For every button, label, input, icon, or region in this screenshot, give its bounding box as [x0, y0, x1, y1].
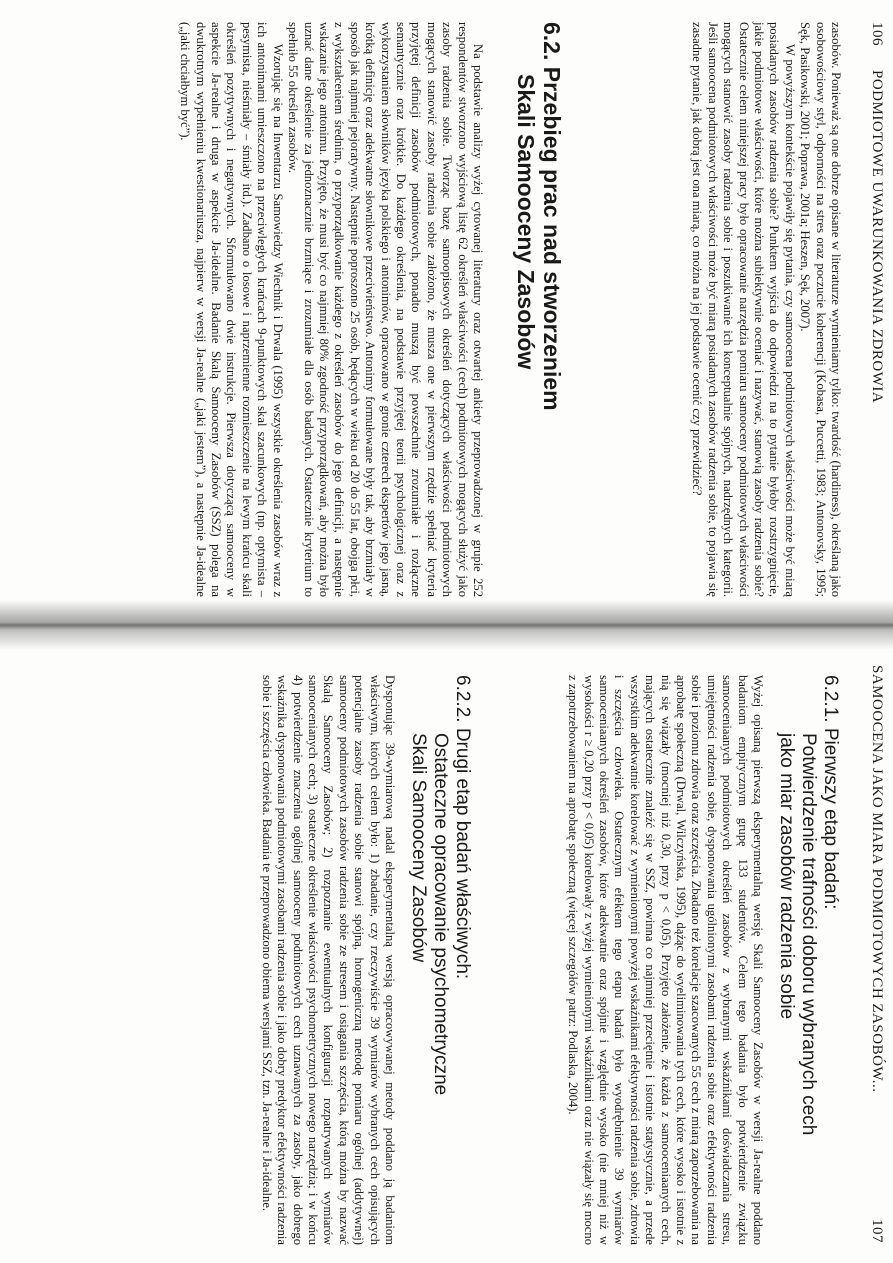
- subsection-title-line3: jako miar zasobów radzenia sobie: [776, 733, 797, 1020]
- section-number: 6.2.: [539, 22, 565, 61]
- subsection-2-body: [258, 675, 397, 1245]
- subsection-number: 6.2.1.: [820, 675, 841, 723]
- paragraph: Na podstawie analizy wyżej cytowanej literatury oraz otwartej ankiety przeprowadzonej w grupie 252 respondentów stworzono wyjściową listę 62 określeń właściwości (cech) podmiotowych mogących służyć jako zasoby radzenia sobie. Tworząc bazę samoopisowych określeń dotyczących właściwości podmiotowych mogących stanowić zasoby radzenia sobie założono, że musza one w pierwszym rzędzie spełniać kryteria przyjętej definicji zasobów podmiotowych, ponadto muszą być powszechnie zrozumiałe i rozłączne semantycznie oraz krótkie. Do każdego określenia, na podstawie przyjętej teorii psychologicznej oraz z wykorzystaniem słowników języka polskiego i antonimów, opracowano w gronie czterech ekspertów jego jasną, krótką definicję oraz adekwatne słownikowe przeciwieństwo. Antonimy formułowane były tak, aby brzmiały w sposób jak najmniej pejoratywny. Następnie poproszono 25 osób, będących w wieku od 20 do 55 lat, obojga płci, z wykształceniem średnim, o przyporządkowanie każdego z określeń zasobów do jego definicji, a następnie wskazanie jego antonimu. Przyjęto, że musi być co najmniej 80% zgodność przyporządkowań, aby można było uznać dane określenie za jednoznacznie brzmiące i zrozumiałe dla osób badanych. Ostatecznie kryterium to spełniło 55 określeń zasobów.: [286, 22, 485, 597]
- paragraph: zasobów. Ponieważ są one dobrze opisane w literaturze wymieniamy tylko: twardość (hardiness), określaną jako osobowościowy styl, odporności na stres oraz poczucie koherencji (Kobasa, Puccetti, 1983; Antonovsky, 1995; Sęk, Pasikowski, 2001; Poprawa, 2001a; Heszen, Sęk, 2007).: [798, 22, 843, 597]
- subsection-title-line1: Drugi etap badań właściwych:: [452, 727, 473, 980]
- left-page-section-body: [177, 22, 485, 597]
- subsection-1-body: [565, 675, 765, 1245]
- paragraph: W powyższym kontekście pojawiły się pytania, czy samoocena podmiotowych właściwości może być miarą posiadanych zasobów radzenia sobie? Punktem wyjścia do odpowiedzi na to pytanie byłoby rozstrzygnięcie, jakie podmiotowe właściwości, które można subiektywnie oceniać i nazywać, stanowią zasoby radzenia sobie? Ostatecznie celem niniejszej pracy było opracowanie narzędzia pomiaru samooceny podmiotowych właściwości mogących stanowić zasoby radzenia sobie i poszukiwanie ich konceptualnie spójnych, nadrzędnych kategorii. Jeśli samoocena podmiotowych właściwości może być miarą posiadanych zasobów radzenia sobie, to pojawia się zasadne pytanie, jak dobrą jest ona miarą, co można na jej podstawie ocenić czy przewidzieć?: [690, 22, 797, 597]
- section-title-line1: Przebieg prac nad stworzeniem: [539, 66, 565, 411]
- section-title-line2: Skali Samooceny Zasobów: [513, 74, 539, 370]
- subsection-title-line1: Pierwszy etap badań:: [820, 727, 841, 910]
- running-head: PODMIOTOWE UWARUNKOWANIA ZDROWIA: [869, 70, 885, 404]
- page-number: 107: [869, 1219, 885, 1243]
- paragraph: Wyżej opisaną pierwszą eksperymentalną wersję Skali Samooceny Zasobów w wersji Ja-realne poddano badaniom empirycznym grupę 133 studentów. Celem tego badania było potwierdzenie związku samooceniaanych podmiotowych określeń zasobów z wybranymi wskaźnikami doświadczania stresu, umiejętności radzenia sobie, dysponowania ugólnionymi zasobami radzenia sobie oraz efektywności radzenia sobie i poziomu zdrowia oraz szczęścia. Zbadano też korelacje szacowanych 55 cech z miarą zaporzebowania na aprobatę społeczną (Drwal, Wilczyńska, 1995), dążąc do wyeliminowania tych cech, które wysoko i istotnie z nią się wiązały (mocniej niż 0,30, przy p < 0,05). Przyjęto założenie, że każda z samooceniaanych cech, mających ostatecznie znaleźć się w SSZ, powinna co najmniej przeciętnie i istotnie statystycznie, a przede wszystkim adekwatnie korelować z wymienionymi powyżej wskaźnikami efektywności radzenia sobie, zdrowia i szczęścia człowieka. Ostatecznym efektem tego etapu badań było wyodrębnienie 39 wymiarów samooceniaanych określeń zasobów, które adekwatnie oraz spójnie i względnie wysoko (nie mniej niż w wysokości r ≥ 0,20 przy p < 0,05) korelowały z wyżej wymienionymi wskaźnikami oraz nie wiązały się mocno z zapotrzebowaniem na aprobatę społeczną (więcej szczegółów patrz: Podlaska, 2004).: [566, 675, 765, 1245]
- paragraph: Dysponując 39-wymiarową nadal eksperymentalną wersją opracowywanej metody poddano ją badaniom właściwym, których celem było: 1) zbadanie, czy rzeczywiście 39 wymiarów wybranych cech opisujących potencjalne zasoby radzenia sobie stanowi spójną, homogeniczną metodę pomiaru ogólnej (addytywnej) samooceny podmiotowych zasobów radzenia sobie ze stresem i osiągania szczęścia, którą można by nazwać Skalą Samooceny Zasobów; 2) rozpoznanie ewentualnych konfiguracji rozpatrywanych wymiarów samoocenianych cech; 3) ostateczne określenie właściwości psychometrycznych nowego narzędzia; i w końcu 4) potwierdzenie znaczenia ogólnej samooceny podmiotowych cech uznawanych za zasoby, jako dobrego wskaźnika dysponowania podmiotowymi zasobami radzenia sobie i jako dobry predyktor efektywności radzenia sobie i szczęścia człowieka. Badania te przeprowadzono obiema wersjami SSZ, tzn. Ja-realne i Ja-idealne.: [259, 675, 397, 1245]
- running-head: SAMOOCENA JAKO MIARA PODMIOTOWYCH ZASOBÓW...: [869, 665, 885, 1093]
- subsection-2-heading: [407, 675, 473, 1245]
- subsection-title-line3: Skali Samooceny Zasobów: [408, 733, 429, 963]
- subsection-number: 6.2.2.: [452, 675, 473, 723]
- subsection-title-line2: Potwierdzenie trafności doboru wybranych cech: [798, 733, 819, 1136]
- left-page: [0, 0, 893, 615]
- subsection-1-heading: [775, 675, 841, 1245]
- subsection-title-line2: Ostateczne opracowanie psychometryczne: [430, 733, 451, 1096]
- paragraph: Wzorując się na Inwentarzu Samowiedzy Wiechnik i Drwala (1995) wszystkie określenia zasobów wraz z ich antonimami umieszczono na przeciwległych krańcach 9-punktowych skal szacunkowych (np. optymista – pesymista, nieśmiały – śmiały itd.). Zadbano o losowe i naprzemienne rozmieszczenie na lewym krańcu skali określeń pozytywnych i negatywnych. Sformułowano dwie instrukcje. Pierwsza dotyczącą samooceny w aspekcie Ja-realne i druga w aspekcie Ja-idealne. Badanie Skalą Samooceny Zasobów (SSZ) polega na dwukrotnym wypełnieniu kwestionariusza, najpierw w wersji Ja-realne („jaki jestem”), a następnie Ja-idealne („jaki chciałbym być”).: [178, 22, 285, 597]
- left-page-intro: [689, 22, 843, 597]
- right-page: [0, 635, 893, 1263]
- section-heading: [513, 22, 565, 597]
- page-number: 106: [869, 22, 885, 46]
